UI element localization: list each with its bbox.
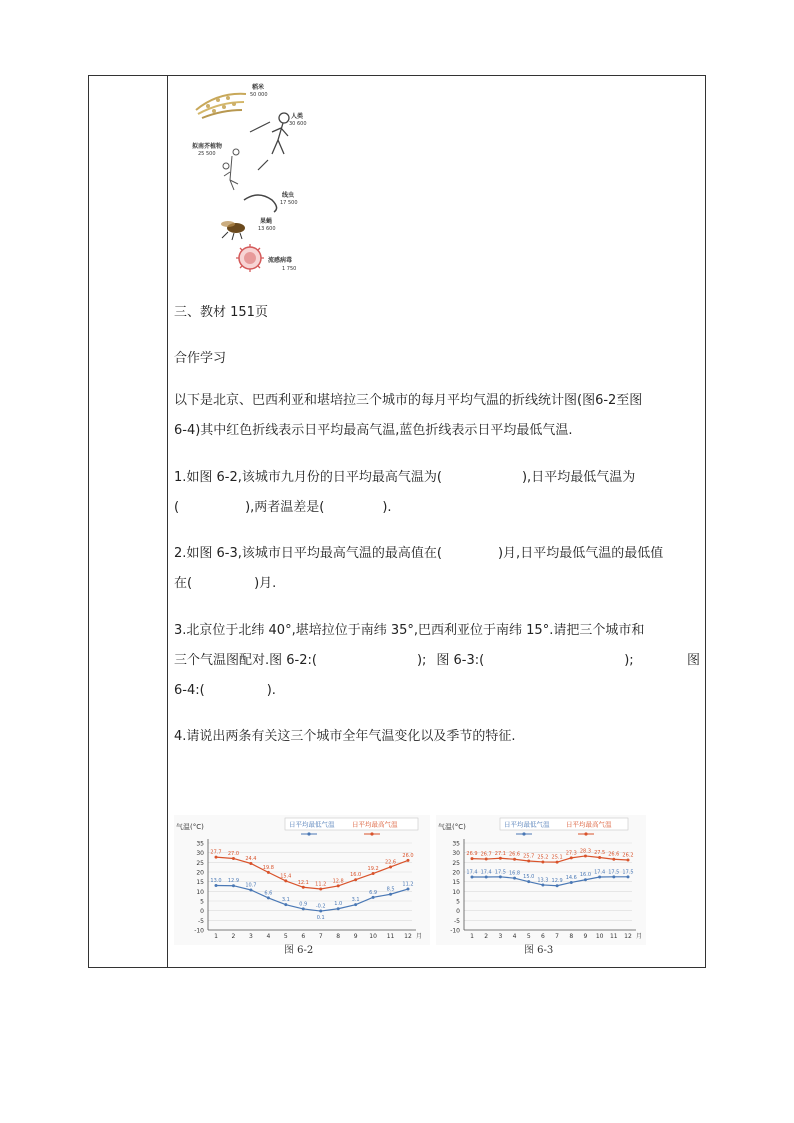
data-label: 25.2: [537, 854, 549, 861]
data-label: 6.6: [264, 890, 273, 897]
data-point: [598, 856, 601, 859]
data-point: [232, 884, 235, 887]
q2-text-a: 2.如图 6-3,该城市日平均最高气温的最高值在(: [174, 546, 442, 561]
data-label: 17.5: [608, 869, 620, 876]
data-label: 25.7: [523, 853, 535, 860]
data-point: [337, 907, 340, 910]
x-tick-label: 7: [318, 933, 323, 940]
data-label: 15.4: [280, 873, 292, 880]
arrow-icon: [258, 160, 268, 170]
x-tick-label: 10: [595, 933, 604, 940]
rice-icon: [196, 94, 246, 118]
y-tick-label: -5: [454, 917, 460, 925]
data-label: 0.9: [299, 901, 308, 908]
data-point: [513, 858, 516, 861]
intro-line-1: 以下是北京、巴西利亚和堪培拉三个城市的每月平均气温的折线统计图(图6-2至图: [174, 393, 643, 408]
q1-text-b: ),日平均最低气温为: [521, 470, 636, 485]
data-label: 26.2: [622, 852, 634, 859]
arrow-icon: [250, 122, 270, 132]
q2-text-c: 在(: [174, 576, 193, 591]
data-point: [232, 857, 235, 860]
y-tick-label: 0: [200, 908, 204, 916]
legend-label: 日平均最高气温: [352, 820, 398, 829]
x-tick-label: 10: [369, 933, 377, 940]
q3-text-c: 图 6-3:(: [436, 653, 485, 668]
data-label: 28.3: [579, 848, 592, 855]
data-point: [319, 910, 322, 913]
legend-label: 日平均最低气温: [289, 820, 335, 829]
data-point: [372, 896, 375, 899]
data-point: [485, 858, 488, 861]
evo-label-num: 17 500: [280, 200, 298, 206]
y-tick-label: 0: [456, 908, 460, 916]
data-label: 27.7: [210, 849, 222, 856]
data-point: [499, 875, 502, 878]
data-label: 8.5: [386, 886, 395, 893]
q2-text-d: )月.: [254, 576, 277, 591]
data-point: [302, 907, 305, 910]
data-point: [319, 888, 322, 891]
y-tick-label: -10: [194, 927, 204, 935]
data-point: [372, 872, 375, 875]
y-tick-label: -5: [198, 917, 204, 925]
q1-blank-1[interactable]: [442, 463, 522, 493]
data-label: 14.6: [565, 874, 577, 881]
x-tick-label: 9: [583, 933, 588, 940]
subheading: 合作学习: [174, 351, 227, 366]
data-point: [215, 884, 218, 887]
q1-blank-3[interactable]: [324, 493, 382, 523]
evo-label-num: 50 000: [250, 92, 268, 98]
x-unit-label: 月: [636, 933, 643, 940]
data-label: 16.8: [508, 870, 521, 877]
legend-marker: [370, 832, 373, 835]
data-label: 3.1: [351, 897, 360, 904]
data-point: [267, 896, 270, 899]
q3-text-e: 图: [686, 653, 700, 668]
data-point: [267, 871, 270, 874]
question-2: [174, 539, 700, 599]
data-label: 11.2: [402, 881, 414, 888]
q3-text-f: 6-4:(: [174, 683, 205, 698]
y-tick-label: 35: [196, 840, 204, 848]
virus-icon: [236, 244, 264, 272]
data-label: -0.2: [315, 903, 326, 910]
intro-line-2: 6-4)其中红色折线表示日平均最高气温,蓝色折线表示日平均最低气温.: [174, 423, 573, 438]
x-tick-label: 8: [336, 933, 341, 940]
y-axis-label: 气温(°C): [176, 823, 204, 831]
data-label: 3.1: [281, 897, 290, 904]
evolution-illustration: [188, 80, 318, 275]
human-icon: [272, 113, 289, 154]
y-tick-label: 25: [196, 859, 204, 867]
y-tick-label: 35: [452, 840, 460, 848]
q3-line-1: 3.北京位于北纬 40°,堪培拉位于南纬 35°,巴西利亚位于南纬 15°.请把三个城市和: [174, 623, 645, 638]
data-point: [354, 878, 357, 881]
x-tick-label: 4: [266, 933, 271, 940]
x-tick-label: 6: [540, 933, 545, 940]
q1-text-c: (: [174, 500, 180, 515]
data-label: 17.5: [622, 869, 634, 876]
worm-icon: [244, 195, 277, 212]
y-tick-label: 15: [196, 879, 204, 887]
y-axis-label: 气温(°C): [438, 823, 466, 831]
intro-paragraph: [174, 386, 700, 446]
evo-label-name: 稻米: [252, 84, 265, 91]
question-4: 4.请说出两条有关这三个城市全年气温变化以及季节的特征.: [174, 729, 516, 744]
data-label: 26.0: [402, 852, 414, 859]
evo-label-num: 30 600: [289, 121, 307, 127]
chart-6-3: [436, 815, 646, 945]
chart-6-2: [174, 815, 430, 945]
data-point: [471, 857, 474, 860]
q3-text-g: ).: [266, 683, 276, 698]
q3-blank-2[interactable]: [484, 646, 624, 676]
legend-label: 日平均最高气温: [566, 820, 612, 829]
y-tick-label: 25: [452, 859, 460, 867]
data-point: [249, 862, 252, 865]
data-label: 17.5: [494, 869, 506, 876]
fruit-fly-icon: [221, 221, 245, 240]
data-point: [513, 877, 516, 880]
data-label: 19.2: [367, 866, 379, 873]
y-tick-label: 5: [456, 898, 460, 906]
evo-label-name: 拟南芥植物: [192, 143, 223, 150]
x-tick-label: 12: [624, 933, 632, 940]
data-point: [302, 886, 305, 889]
series-line: [216, 886, 408, 912]
y-tick-label: 20: [196, 869, 204, 877]
data-label: 27.1: [494, 850, 506, 857]
q1-text-a: 1.如图 6-2,该城市九月份的日平均最高气温为(: [174, 470, 442, 485]
q3-text-a: 三个气温图配对.图 6-2:(: [174, 653, 317, 668]
data-label: 12.9: [227, 878, 240, 885]
data-point: [612, 858, 615, 861]
x-tick-label: 1: [470, 933, 474, 940]
q3-blank-3[interactable]: [205, 676, 267, 706]
data-label: 16.0: [579, 872, 592, 879]
x-tick-label: 3: [248, 933, 253, 940]
data-point: [485, 876, 488, 879]
x-tick-label: 6: [301, 933, 306, 940]
chart-6-3-box: [436, 815, 646, 945]
y-tick-label: 20: [452, 869, 460, 877]
plant-icon: [223, 149, 239, 190]
data-point: [389, 893, 392, 896]
data-point: [541, 860, 544, 863]
data-point: [570, 856, 573, 859]
data-point: [407, 859, 410, 862]
x-tick-label: 5: [283, 933, 288, 940]
evo-label-name: 线虫: [282, 192, 295, 199]
x-tick-label: 11: [386, 933, 395, 940]
q2-text-b: )月,日平均最低气温的最低值: [497, 546, 664, 561]
data-point: [215, 856, 218, 859]
data-label: 27.5: [594, 850, 606, 856]
data-point: [284, 903, 287, 906]
data-label: 11.2: [315, 881, 327, 888]
data-point: [556, 861, 559, 864]
q2-blank-2[interactable]: [192, 569, 254, 599]
series-line: [472, 856, 628, 862]
y-tick-label: 30: [452, 850, 460, 858]
data-label: 12.9: [551, 878, 563, 885]
column-divider: [167, 75, 168, 968]
evo-label-name: 果蝇: [260, 218, 273, 225]
data-point: [249, 888, 252, 891]
data-label: 26.6: [508, 851, 521, 858]
data-point: [527, 859, 530, 862]
y-tick-label: -10: [450, 927, 460, 935]
q1-text-d: ),两者温差是(: [245, 500, 325, 515]
x-tick-label: 11: [609, 933, 618, 940]
q3-text-d: );: [624, 653, 634, 668]
data-point: [556, 884, 559, 887]
data-point: [527, 880, 530, 883]
q1-text-e: ).: [382, 500, 392, 515]
data-label: 1.0: [334, 901, 343, 908]
question-1: [174, 463, 700, 523]
chart-6-3-caption: 图 6-3: [524, 945, 554, 956]
data-label: 6.9: [369, 889, 378, 896]
x-tick-label: 12: [404, 933, 412, 940]
y-tick-label: 10: [196, 888, 204, 896]
y-tick-label: 5: [200, 898, 204, 906]
data-point: [612, 875, 615, 878]
data-label: 19.8: [262, 864, 274, 871]
data-label: 24.4: [245, 855, 257, 862]
x-tick-label: 2: [484, 933, 489, 940]
data-point: [627, 875, 630, 878]
data-label: 17.4: [594, 869, 606, 876]
chart-6-2-caption: 图 6-2: [284, 945, 314, 956]
data-point: [584, 878, 587, 881]
evo-label-num: 13 600: [258, 226, 276, 232]
data-label: 15.0: [523, 874, 535, 881]
data-point: [584, 854, 587, 857]
legend-marker: [584, 832, 587, 835]
data-label: 10.7: [245, 882, 257, 889]
x-tick-label: 3: [498, 933, 503, 940]
data-label: 16.0: [350, 872, 362, 879]
data-label: 13.3: [537, 877, 549, 884]
legend-marker: [522, 832, 525, 835]
legend-marker: [307, 832, 310, 835]
q3-blank-1[interactable]: [317, 646, 417, 676]
data-label: 25.1: [551, 854, 563, 861]
data-label: 13.0: [210, 878, 222, 885]
x-tick-label: 5: [526, 933, 531, 940]
x-tick-label: 9: [353, 933, 358, 940]
data-point: [471, 876, 474, 879]
data-point: [499, 857, 502, 860]
y-tick-label: 30: [196, 850, 204, 858]
q1-blank-2[interactable]: [179, 493, 245, 523]
data-point: [627, 859, 630, 862]
q2-blank-1[interactable]: [442, 539, 498, 569]
question-3: [174, 616, 700, 706]
data-point: [407, 888, 410, 891]
q3-text-b: );: [416, 653, 427, 668]
legend-label: 日平均最低气温: [504, 820, 550, 829]
y-tick-label: 15: [452, 879, 460, 887]
evo-label-num: 1 750: [282, 266, 297, 272]
data-point: [598, 876, 601, 879]
section-heading: 三、教材 151页: [174, 305, 268, 320]
data-point: [354, 903, 357, 906]
data-label: 12.8: [332, 878, 344, 885]
evo-label-name: 流感病毒: [268, 257, 293, 264]
y-tick-label: 10: [452, 888, 460, 896]
evo-label-name: 人类: [291, 113, 304, 120]
x-tick-label: 8: [569, 933, 574, 940]
data-point: [284, 879, 287, 882]
x-unit-label: 月: [416, 933, 423, 940]
data-point: [541, 883, 544, 886]
data-label: 0.1: [316, 915, 325, 922]
x-tick-label: 7: [555, 933, 560, 940]
data-point: [337, 884, 340, 887]
data-label: 12.1: [297, 879, 309, 886]
data-label: 17.4: [480, 869, 492, 876]
data-point: [570, 881, 573, 884]
x-tick-label: 4: [512, 933, 517, 940]
data-label: 27.3: [565, 850, 577, 857]
data-label: 26.7: [480, 851, 492, 858]
data-point: [389, 865, 392, 868]
data-label: 17.4: [466, 869, 478, 876]
x-tick-label: 2: [231, 933, 236, 940]
data-label: 27.0: [227, 850, 240, 857]
data-label: 22.6: [384, 859, 397, 866]
data-label: 26.6: [608, 851, 620, 858]
chart-6-2-box: [174, 815, 430, 945]
data-label: 26.9: [466, 851, 478, 858]
x-tick-label: 1: [214, 933, 218, 940]
evo-label-num: 25 500: [198, 151, 216, 157]
